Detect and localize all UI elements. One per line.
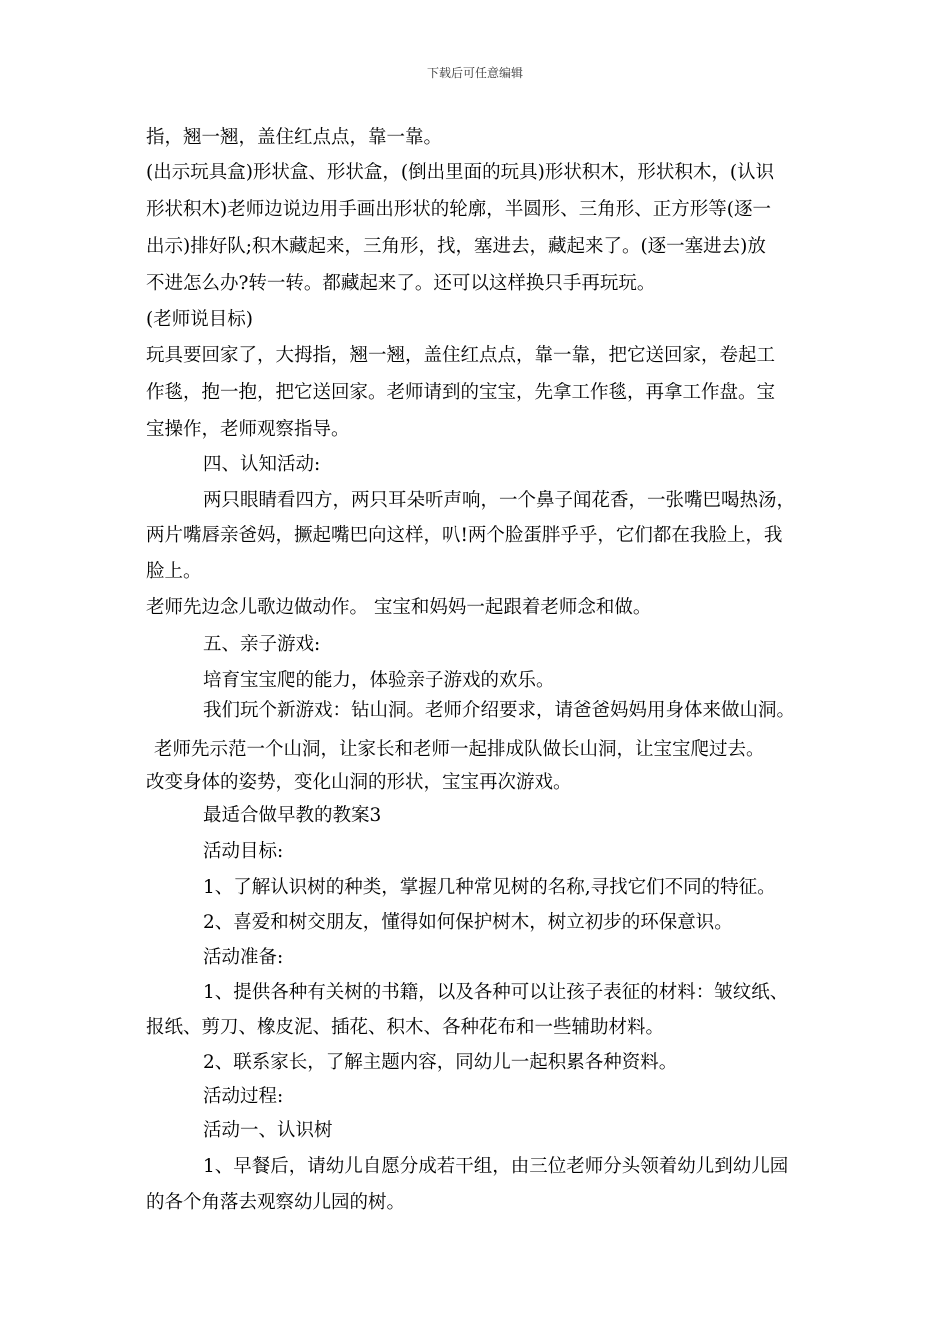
section-heading: 五、亲子游戏: bbox=[203, 634, 321, 655]
section-heading: 活动目标: bbox=[203, 841, 284, 862]
text-line: 不进怎么办?转一转。都藏起来了。还可以这样换只手再玩玩。 bbox=[146, 273, 656, 294]
section-heading: 活动过程: bbox=[203, 1086, 284, 1107]
text-line: 老师先示范一个山洞，让家长和老师一起排成队做长山洞，让宝宝爬过去。 bbox=[154, 739, 765, 760]
text-line: 我们玩个新游戏：钻山洞。老师介绍要求，请爸爸妈妈用身体来做山洞。 bbox=[203, 700, 796, 721]
text-line: 老师先边念儿歌边做动作。 宝宝和妈妈一起跟着老师念和做。 bbox=[146, 597, 652, 618]
text-line: 两只眼睛看四方，两只耳朵听声响，一个鼻子闻花香，一张嘴巴喝热汤， bbox=[203, 490, 796, 511]
text-line: 2、喜爱和树交朋友，懂得如何保护树木，树立初步的环保意识。 bbox=[203, 912, 733, 933]
section-heading: 活动准备: bbox=[203, 947, 284, 968]
text-line: (老师说目标) bbox=[146, 309, 253, 330]
text-line: 出示)排好队;积木藏起来，三角形，找，塞进去，藏起来了。(逐一塞进去)放 bbox=[146, 236, 766, 257]
text-line: 2、联系家长，了解主题内容，同幼儿一起积累各种资料。 bbox=[203, 1052, 678, 1073]
text-line: 的各个角落去观察幼儿园的树。 bbox=[146, 1192, 406, 1213]
text-line: 作毯，抱一抱，把它送回家。老师请到的宝宝，先拿工作毯，再拿工作盘。宝 bbox=[146, 382, 776, 403]
text-line: 指，翘一翘，盖住红点点，靠一靠。 bbox=[146, 127, 443, 148]
text-line: 两片嘴唇亲爸妈，撅起嘴巴向这样，叭!两个脸蛋胖乎乎，它们都在我脸上，我 bbox=[146, 525, 783, 546]
section-heading: 活动一、认识树 bbox=[203, 1120, 333, 1141]
text-line: 报纸、剪刀、橡皮泥、插花、积木、各种花布和一些辅助材料。 bbox=[146, 1017, 665, 1038]
text-line: 改变身体的姿势，变化山洞的形状，宝宝再次游戏。 bbox=[146, 772, 572, 793]
text-line: 1、提供各种有关树的书籍，以及各种可以让孩子表征的材料：皱纹纸、 bbox=[203, 982, 789, 1003]
text-line: 培育宝宝爬的能力，体验亲子游戏的欢乐。 bbox=[203, 670, 555, 691]
text-line: 宝操作，老师观察指导。 bbox=[146, 419, 350, 440]
text-line: 1、早餐后，请幼儿自愿分成若干组，由三位老师分头领着幼儿到幼儿园 bbox=[203, 1156, 789, 1177]
text-line: (出示玩具盒)形状盒、形状盒，(倒出里面的玩具)形状积木，形状积木，(认识 bbox=[146, 162, 775, 183]
text-line: 形状积木)老师边说边用手画出形状的轮廓，半圆形、三角形、正方形等(逐一 bbox=[146, 199, 771, 220]
section-title: 最适合做早教的教案3 bbox=[203, 805, 382, 826]
section-heading: 四、认知活动: bbox=[203, 454, 321, 475]
text-line: 1、了解认识树的种类，掌握几种常见树的名称,寻找它们不同的特征。 bbox=[203, 877, 776, 898]
page-header: 下载后可任意编辑 bbox=[426, 66, 523, 80]
text-line: 玩具要回家了，大拇指，翘一翘，盖住红点点，靠一靠，把它送回家，卷起工 bbox=[146, 345, 776, 366]
text-line: 脸上。 bbox=[146, 561, 202, 582]
